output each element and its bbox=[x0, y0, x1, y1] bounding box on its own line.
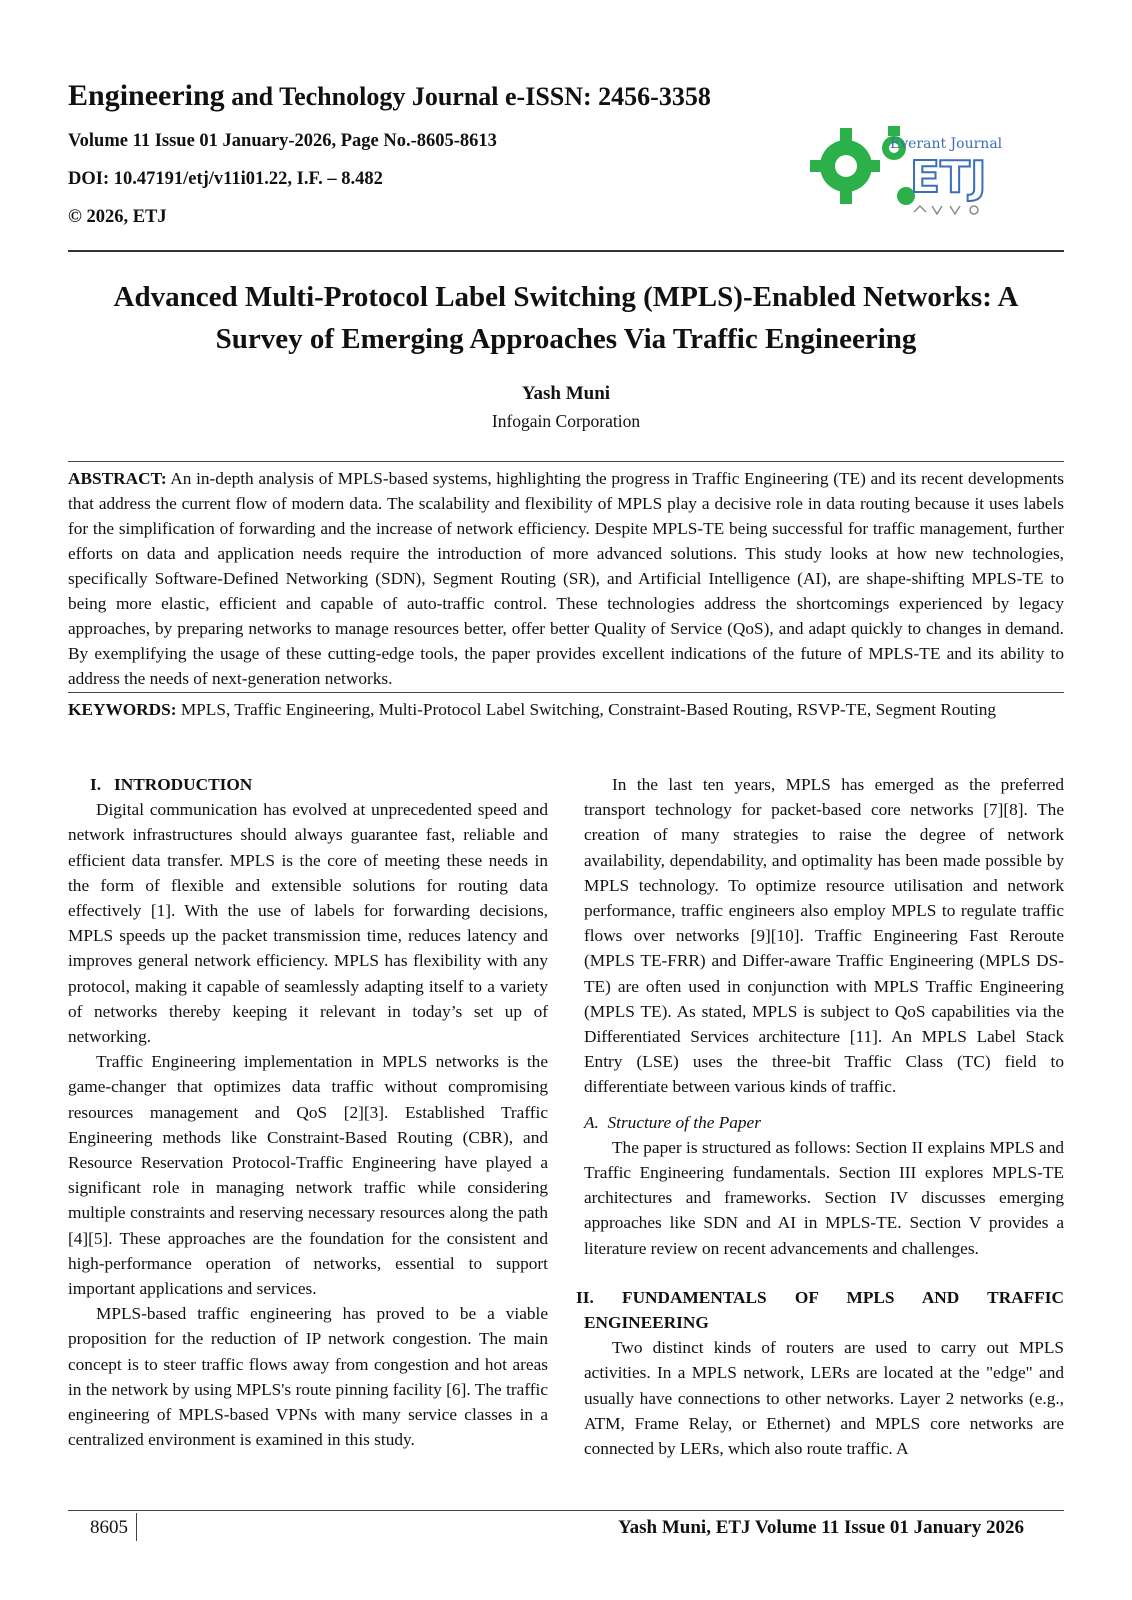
fundamentals-paragraph-1: Two distinct kinds of routers are used to carry out MPLS activities. In a MPLS network, LERs are located at the "edge" and usually have connections to other networks. Layer 2 networks (e.g., ATM, Frame Relay, or Ethernet) and MPLS core networks are connected by LERs, which also route traffic. A bbox=[584, 1338, 1064, 1459]
keywords-label: KEYWORDS: bbox=[68, 700, 177, 719]
footer-separator bbox=[136, 1513, 137, 1541]
paper-title-line2: Survey of Emerging Approaches Via Traffic Engineering bbox=[215, 323, 917, 355]
abstract bbox=[68, 466, 1064, 691]
logo-ornaments bbox=[914, 206, 978, 214]
intro-paragraph-1: Digital communication has evolved at unprecedented speed and network infrastructures should always guarantee fast, reliable and efficient data transfer. MPLS is the core of meeting these needs in the form of flexible and extensible solutions for routing data effectively [1]. With the use of labels for forwarding decisions, MPLS speeds up the packet transmission time, reduces latency and improves general network efficiency. MPLS has flexibility with any protocol, making it capable of seamlessly adapting itself to a variety of networks thereby keeping it relevant in today’s set up of networking. bbox=[68, 800, 548, 1047]
intro-paragraph-2: Traffic Engineering implementation in MPLS networks is the game-changer that optimizes data traffic without compromising resources management and QoS [2][3]. Established Traffic Engineering methods like Constraint-Based Routing (CBR), and Resource Reservation Protocol-Traffic Engineering have played a significant role in managing network traffic while considering multiple constraints and reserving necessary resources along the path [4][5]. These approaches are the foundation for the consistent and high-performance operation of networks, essential to support important applications and services. bbox=[68, 1052, 548, 1299]
intro-paragraph-3: MPLS-based traffic engineering has proved to be a viable proposition for the reduction of IP network congestion. The main concept is to steer traffic flows away from congestion and hot areas in the network by using MPLS's route pinning facility [6]. The traffic engineering of MPLS-based VPNs with many service classes in a centralized environment is examined in this study. bbox=[68, 1304, 548, 1450]
abstract-label: ABSTRACT: bbox=[68, 469, 167, 488]
author-name: Yash Muni bbox=[521, 383, 611, 404]
section-heading-fundamentals-line2: ENGINEERING bbox=[584, 1313, 709, 1333]
abstract-text: An in-depth analysis of MPLS-based systems, highlighting the progress in Traffic Engineering (TE) and its recent developments that address the current flow of modern data. The scalability and flexibility of MPLS play a decisive role in data routing because it uses labels for the simplification of forwarding and the increase of network efficiency. Despite MPLS-TE being successful for traffic management, further efforts on data and application needs require the introduction of more advanced solutions. This study looks at how new technologies, specifically Software-Defined Networking (SDN), Segment Routing (SR), and Artificial Intelligence (AI), are shape-shifting MPLS-TE to being more elastic, efficient and capable of auto-traffic control. These technologies address the shortcomings experienced by legacy approaches, by preparing networks to manage resources better, offer better Quality of Service (QoS), and adapt quickly to changes in demand. By exemplifying the usage of these cutting-edge tools, the paper provides excellent indications of the future of MPLS-TE and its ability to address the needs of next-generation networks. bbox=[68, 469, 1064, 688]
intro-paragraph-4: In the last ten years, MPLS has emerged as the preferred transport technology for packet-based core networks [7][8]. The creation of many strategies to raise the degree of network availability, dependability, and optimality has been made possible by MPLS technology. To optimize resource utilisation and network performance, traffic engineers also employ MPLS to regulate traffic flows over networks [9][10]. Traffic Engineering Fast Reroute (MPLS TE-FRR) and Differ-aware Traffic Engineering (MPLS DS-TE) are often used in conjunction with MPLS Traffic Engineering (MPLS TE). As stated, MPLS is subject to QoS capabilities via the Differentiated Services architecture [11]. An MPLS Label Stack Entry (LSE) uses the three-bit Traffic Class (TC) field to differentiate between various kinds of traffic. bbox=[584, 775, 1064, 1097]
volume-line: Volume 11 Issue 01 January-2026, Page No.-8605-8613 bbox=[68, 131, 497, 151]
author-affiliation: Infogain Corporation bbox=[491, 411, 641, 431]
structure-paragraph: The paper is structured as follows: Section II explains MPLS and Traffic Engineering fundamentals. Section III explores MPLS-TE architectures and frameworks. Section IV discusses emerging approaches like SDN and AI in MPLS-TE. Section V provides a literature review on recent advancements and challenges. bbox=[584, 1137, 1064, 1258]
logo-main-text: ETJ bbox=[910, 152, 987, 203]
section-heading-fundamentals-line1: II. FUNDAMENTALS OF MPLS AND TRAFFIC bbox=[576, 1287, 1064, 1307]
section-heading-introduction: I. INTRODUCTION bbox=[90, 775, 253, 794]
right-column bbox=[576, 772, 1064, 1461]
journal-title-rest: and Technology Journal e-ISSN: 2456-3358 bbox=[224, 82, 711, 111]
keywords bbox=[68, 697, 1064, 722]
page-number: 8605 bbox=[90, 1517, 128, 1538]
paper-title bbox=[68, 276, 1064, 360]
paper-title-line1: Advanced Multi-Protocol Label Switching (MPLS)-Enabled Networks: A bbox=[113, 281, 1019, 313]
header-divider bbox=[68, 250, 1064, 252]
journal-title-first-word: Engineering bbox=[68, 79, 225, 112]
logo-top-text: Everant Journal bbox=[890, 136, 1003, 152]
keywords-top-rule bbox=[68, 692, 1064, 693]
footer-rule bbox=[68, 1510, 1064, 1511]
spacer bbox=[584, 1100, 1064, 1110]
running-footer: Yash Muni, ETJ Volume 11 Issue 01 January 2026 bbox=[618, 1517, 1024, 1538]
spacer bbox=[584, 1261, 1064, 1285]
etj-logo bbox=[806, 118, 1018, 226]
left-column bbox=[68, 772, 548, 1452]
doi-line: DOI: 10.47191/etj/v11i01.22, I.F. – 8.482 bbox=[68, 169, 383, 189]
copyright-line: © 2026, ETJ bbox=[68, 207, 167, 227]
section-heading-fundamentals bbox=[576, 1285, 1064, 1310]
subsection-heading-structure: A. Structure of the Paper bbox=[584, 1112, 761, 1132]
keywords-text: MPLS, Traffic Engineering, Multi-Protocol Label Switching, Constraint-Based Routing, RSVP-TE, Segment Routing bbox=[176, 700, 997, 719]
abstract-top-rule bbox=[68, 461, 1064, 462]
journal-title bbox=[68, 78, 1058, 114]
gear-icon bbox=[810, 128, 880, 204]
